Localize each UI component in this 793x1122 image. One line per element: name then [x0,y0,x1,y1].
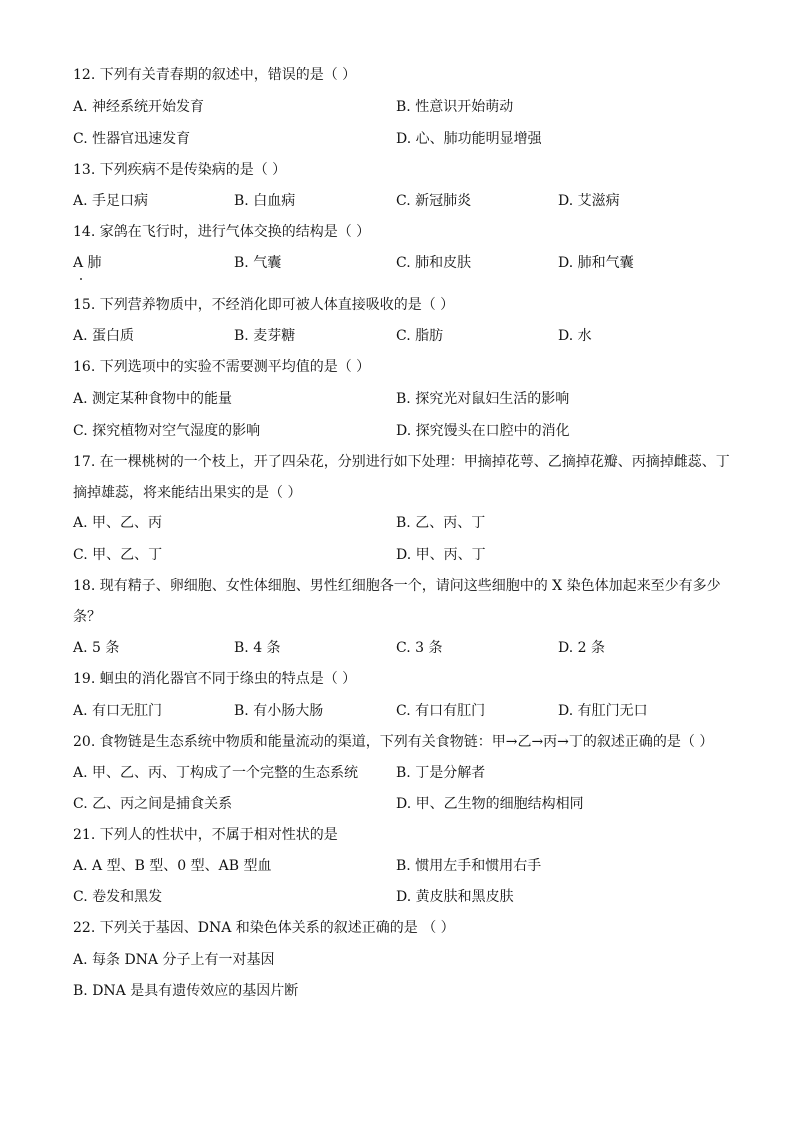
question-12-option-a: A. 神经系统开始发育 [73,99,205,115]
question-21-option-c: C. 卷发和黑发 [73,889,163,905]
question-15-stem: 15. 下列营养物质中，不经消化即可被人体直接吸收的是（ ） [73,297,455,313]
question-20-option-a: A. 甲、乙、丙、丁构成了一个完整的生态系统 [73,765,359,781]
question-18-option-a: A. 5 条 [73,640,120,656]
question-16-option-b: B. 探究光对鼠妇生活的影响 [396,391,570,407]
question-20-option-d: D. 甲、乙生物的细胞结构相同 [396,796,584,812]
question-13-stem: 13. 下列疾病不是传染病的是（ ） [73,162,287,178]
question-22-stem: 22. 下列关于基因、DNA 和染色体关系的叙述正确的是 （ ） [73,920,455,936]
question-13-option-c: C. 新冠肺炎 [396,193,472,209]
question-19-option-a: A. 有口无肛门 [73,703,163,719]
question-19-stem: 19. 蛔虫的消化器官不同于绦虫的特点是（ ） [73,671,357,687]
question-16-option-c: C. 探究植物对空气湿度的影响 [73,423,261,439]
question-17-stem-continued: 摘掉雄蕊，将来能结出果实的是（ ） [73,485,302,501]
question-15-option-d: D. 水 [558,328,592,344]
question-13-option-d: D. 艾滋病 [558,193,620,209]
question-15-option-a: A. 蛋白质 [73,328,135,344]
question-14-option-a: A 肺 [73,255,102,271]
question-21-option-d: D. 黄皮肤和黑皮肤 [396,889,514,905]
question-14-option-d: D. 肺和气囊 [558,255,634,271]
question-17-option-c: C. 甲、乙、丁 [73,547,163,563]
question-20-option-b: B. 丁是分解者 [396,765,486,781]
question-20-stem: 20. 食物链是生态系统中物质和能量流动的渠道，下列有关食物链：甲→乙→丙→丁的叙述正确的是（ ） [73,734,714,750]
question-14-stem: 14. 家鸽在飞行时，进行气体交换的结构是（ ） [73,224,371,240]
question-17-option-b: B. 乙、丙、丁 [396,515,486,531]
question-17-option-a: A. 甲、乙、丙 [73,515,163,531]
question-19-option-c: C. 有口有肛门 [396,703,486,719]
question-18-option-b: B. 4 条 [234,640,281,656]
question-14-option-c: C. 肺和皮肤 [396,255,472,271]
question-18-stem-continued: 条？ [73,609,101,625]
question-21-option-a: A. A 型、B 型、0 型、AB 型血 [73,858,272,874]
question-12-option-d: D. 心、肺功能明显增强 [396,131,542,147]
question-14-option-b: B. 气囊 [234,255,282,271]
question-22-option-a: A. 每条 DNA 分子上有一对基因 [73,952,275,968]
question-16-option-d: D. 探究馒头在口腔中的消化 [396,423,570,439]
question-15-option-c: C. 脂肪 [396,328,444,344]
question-12-option-c: C. 性器官迅速发育 [73,131,191,147]
question-15-option-b: B. 麦芽糖 [234,328,296,344]
question-12-option-b: B. 性意识开始萌动 [396,99,514,115]
question-13-option-a: A. 手足口病 [73,193,149,209]
question-21-stem: 21. 下列人的性状中，不属于相对性状的是 [73,827,338,843]
question-17-stem: 17. 在一棵桃树的一个枝上，开了四朵花，分别进行如下处理：甲摘掉花萼、乙摘掉花瓣、丙摘掉雌蕊、丁 [73,454,730,470]
question-13-option-b: B. 白血病 [234,193,296,209]
question-20-option-c: C. 乙、丙之间是捕食关系 [73,796,233,812]
question-19-option-b: B. 有小肠大肠 [234,703,324,719]
question-16-option-a: A. 测定某种食物中的能量 [73,391,233,407]
question-18-option-c: C. 3 条 [396,640,443,656]
question-21-option-b: B. 惯用左手和惯用右手 [396,858,542,874]
question-22-option-b: B. DNA 是具有遗传效应的基因片断 [73,983,299,999]
question-19-option-d: D. 有肛门无口 [558,703,648,719]
question-17-option-d: D. 甲、丙、丁 [396,547,486,563]
question-18-stem: 18. 现有精子、卵细胞、女性体细胞、男性红细胞各一个，请问这些细胞中的 X 染色体加起来至少有多少 [73,578,721,594]
stray-dot [80,278,82,280]
question-16-stem: 16. 下列选项中的实验不需要测平均值的是（ ） [73,359,371,375]
question-12-stem: 12. 下列有关青春期的叙述中，错误的是（ ） [73,67,357,83]
question-18-option-d: D. 2 条 [558,640,605,656]
